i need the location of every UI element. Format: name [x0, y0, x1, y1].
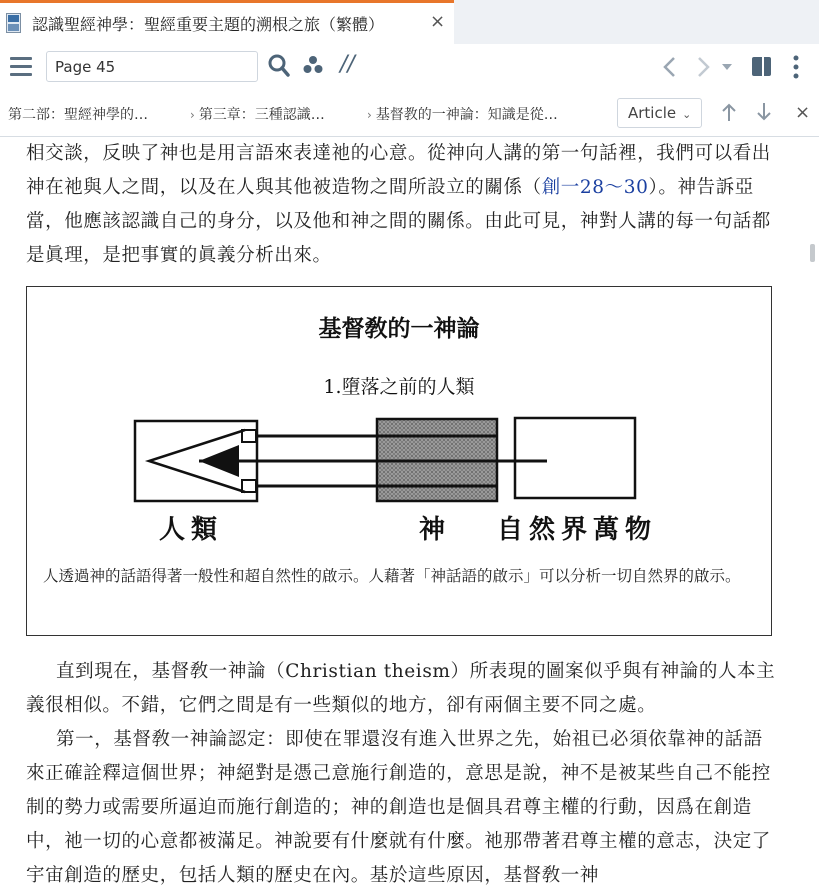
back-icon[interactable] — [662, 56, 676, 78]
toolbar — [0, 44, 819, 90]
article-select-value: Article — [628, 104, 677, 122]
figure-caption: 人透過神的話語得著一般性和超自然性的啟示。人藉著「神話語的啟示」可以分析一切自然界的啟示。 — [43, 567, 741, 585]
close-icon[interactable]: × — [795, 102, 811, 123]
menu-icon[interactable] — [10, 57, 32, 77]
visual-filter-icon[interactable] — [303, 54, 323, 76]
paragraph-text: ）。神告訴亞當，他應該認識自己的身分，以及他和神之間的關係。由此可見，神對人講的每一句話都是眞理，是把事實的眞義分析出來。 — [26, 177, 771, 266]
chevron-down-icon: ⌄ — [682, 108, 692, 121]
breadcrumb-label: 基督教的一神論：知識是從… — [375, 107, 558, 123]
tab-book[interactable] — [0, 0, 454, 44]
arrow-up-icon[interactable] — [721, 102, 737, 122]
breadcrumb-label: 第三章：三種認識… — [198, 107, 325, 123]
breadcrumb — [0, 90, 819, 137]
paragraph-text: 相交談，反映了神也是用言語來表達祂的心意。從神向人講的第一句話裡，我們可以看出神在祂與人之間，以及在人與其他被造物之間所設立的關係（ — [26, 143, 771, 198]
forward-icon[interactable] — [697, 56, 711, 78]
breadcrumb-item[interactable] — [8, 104, 148, 124]
breadcrumb-item[interactable] — [190, 104, 325, 124]
tab-close-icon[interactable]: × — [430, 11, 446, 32]
reader-content — [0, 137, 800, 890]
nature-box — [515, 418, 635, 498]
breadcrumb-label: 第二部：聖經神學的… — [8, 107, 148, 123]
arrow-down-icon[interactable] — [756, 102, 772, 122]
bible-reference-link[interactable]: 創一28～30 — [541, 177, 649, 198]
history-dropdown-icon[interactable] — [721, 63, 733, 71]
layout-icon[interactable] — [751, 56, 772, 77]
search-icon[interactable] — [268, 54, 290, 78]
tab-bar — [0, 0, 819, 44]
page-reference-input[interactable] — [46, 51, 258, 82]
tab-title: 認識聖經神學：聖經重要主題的溯根之旅（繁體） — [32, 15, 385, 34]
label-nature: 自然界萬物 — [497, 515, 658, 545]
figure-subtitle: 1.墮落之前的人類 — [323, 376, 475, 398]
scrollbar[interactable] — [810, 244, 815, 262]
diagram-drawing — [27, 287, 773, 547]
figure-title: 基督敎的一神論 — [318, 316, 480, 342]
chevron-right-icon: › — [367, 108, 372, 122]
paragraph: 第一，基督敎一神論認定：即使在罪還沒有進入世界之先，始祖已必須依靠神的話語來正確詮釋這個世界；神絕對是憑己意施行創造的，意思是說，神不是被某些自己不能控制的勢力或需要所逼迫而施行創造的；神的創造也是個具君尊主權的行動，因爲在創造中，祂一切的心意都被滿足。神說要有什麼就有什麼。祂那帶著君尊主權的意志，決定了宇宙創造的歷史，包括人類的歷史在內。基於這些原因，基督敎一神 — [26, 729, 771, 886]
paragraph — [26, 137, 776, 273]
label-human: 人類 — [159, 515, 224, 545]
book-icon — [6, 13, 21, 33]
label-god: 神 — [419, 515, 452, 545]
parallel-icon[interactable]: // — [340, 52, 355, 77]
paragraph: 直到現在，基督敎一神論（Christian theism）所表現的圖案似乎與有神論的人本主義很相似。不錯，它們之間是有一些類似的地方，卻有兩個主要不同之處。 — [26, 661, 776, 716]
chevron-right-icon: › — [190, 108, 195, 122]
breadcrumb-item[interactable] — [367, 104, 558, 124]
article-select[interactable] — [617, 98, 702, 128]
more-icon[interactable] — [792, 55, 800, 79]
diagram-figure — [26, 286, 772, 636]
